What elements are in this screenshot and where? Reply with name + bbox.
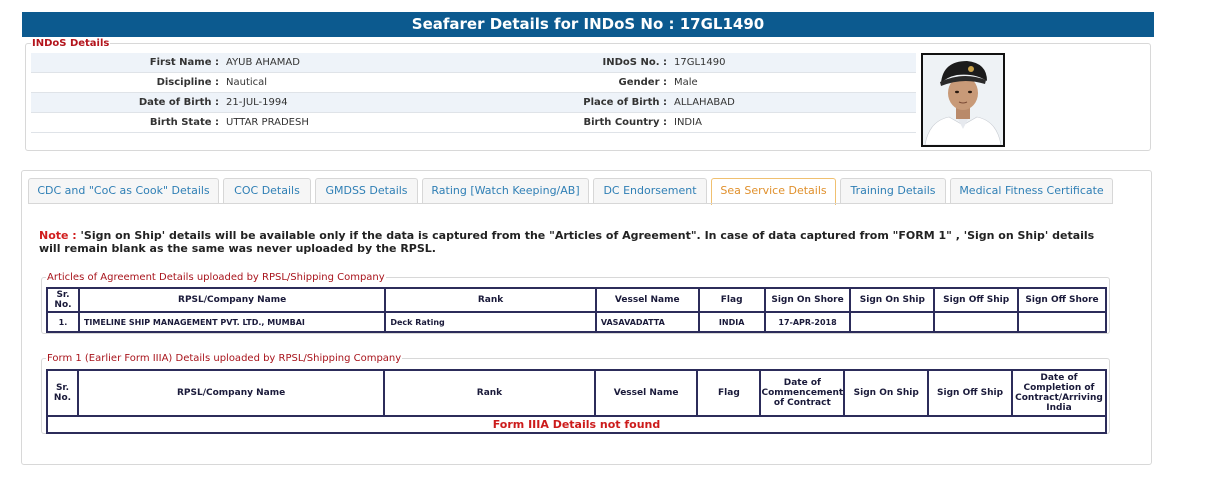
dob-value: 21-JUL-1994 — [226, 97, 288, 108]
tab-dc-endorsement[interactable]: DC Endorsement — [593, 178, 707, 204]
first-name-value: AYUB AHAMAD — [226, 57, 300, 68]
tab-gmdss-details[interactable]: GMDSS Details — [315, 178, 418, 204]
tab-sea-service-details[interactable]: Sea Service Details — [711, 178, 836, 205]
col-completion-date: Date of Completion of Contract/Arriving India — [1012, 370, 1106, 416]
col-sign-on-shore: Sign On Shore — [765, 288, 851, 312]
tab-medical-fitness-certificate[interactable]: Medical Fitness Certificate — [950, 178, 1113, 204]
indos-no-value: 17GL1490 — [674, 57, 726, 68]
form1-table — [46, 369, 1107, 434]
cell-sign-on-shore: 17-APR-2018 — [765, 312, 851, 332]
col-company-name: RPSL/Company Name — [79, 288, 385, 312]
col-rank: Rank — [385, 288, 596, 312]
col-sign-off-shore: Sign Off Shore — [1018, 288, 1106, 312]
birth-state-value: UTTAR PRADESH — [226, 117, 309, 128]
form1-legend: Form 1 (Earlier Form IIIA) Details uploaded by RPSL/Shipping Company — [47, 353, 402, 364]
articles-legend: Articles of Agreement Details uploaded by RPSL/Shipping Company — [47, 272, 385, 283]
col-sign-on-ship: Sign On Ship — [850, 288, 934, 312]
seafarer-photo — [921, 53, 1005, 147]
dob-label: Date of Birth : — [138, 97, 219, 108]
cell-sign-off-ship — [934, 312, 1018, 332]
col-commencement-date: Date of Commencement of Contract — [760, 370, 844, 416]
col-rank: Rank — [384, 370, 594, 416]
birth-place-label: Place of Birth : — [583, 97, 667, 108]
col-vessel-name: Vessel Name — [596, 288, 699, 312]
col-sign-on-ship: Sign On Ship — [844, 370, 928, 416]
cell-sign-on-ship — [850, 312, 934, 332]
birth-state-label: Birth State : — [149, 117, 219, 128]
tab-cdc-coc-cook[interactable]: CDC and "CoC as Cook" Details — [28, 178, 219, 204]
form1-empty-message: Form IIIA Details not found — [47, 416, 1106, 433]
cell-sign-off-shore — [1018, 312, 1106, 332]
first-name-label: First Name : — [149, 57, 219, 68]
cell-company-name: TIMELINE SHIP MANAGEMENT PVT. LTD., MUMBAI — [79, 312, 385, 332]
tab-coc-details[interactable]: COC Details — [223, 178, 311, 204]
birth-country-label: Birth Country : — [583, 117, 667, 128]
col-flag: Flag — [699, 288, 765, 312]
col-sign-off-ship: Sign Off Ship — [928, 370, 1012, 416]
discipline-value: Nautical — [226, 77, 268, 88]
col-sr-no: Sr. No. — [47, 288, 79, 312]
gender-value: Male — [674, 77, 698, 88]
table-header-row — [47, 288, 1106, 312]
tab-divider — [28, 203, 1113, 204]
portrait-icon — [923, 55, 1003, 145]
birth-place-value: ALLAHABAD — [674, 97, 735, 108]
col-flag: Flag — [697, 370, 760, 416]
col-vessel-name: Vessel Name — [595, 370, 698, 416]
col-company-name: RPSL/Company Name — [78, 370, 384, 416]
birth-country-value: INDIA — [674, 117, 702, 128]
table-row — [47, 312, 1106, 332]
cell-rank: Deck Rating — [385, 312, 596, 332]
note-text: 'Sign on Ship' details will be available only if the data is captured from the "Articles of Agreement". In case of data captured from "FORM 1" , 'Sign on Ship' details will remain blank as the same was never uploaded by the RPSL. — [39, 229, 1095, 255]
sign-on-ship-note — [39, 229, 1099, 255]
info-row — [31, 73, 916, 93]
tab-rating-watch-keeping[interactable]: Rating [Watch Keeping/AB] — [422, 178, 589, 204]
cell-flag: INDIA — [699, 312, 765, 332]
discipline-label: Discipline : — [156, 77, 219, 88]
col-sign-off-ship: Sign Off Ship — [934, 288, 1018, 312]
table-header-row — [47, 370, 1106, 416]
cell-vessel-name: VASAVADATTA — [596, 312, 699, 332]
tab-training-details[interactable]: Training Details — [840, 178, 946, 204]
gender-label: Gender : — [618, 77, 667, 88]
page-title: Seafarer Details for INDoS No : 17GL1490 — [22, 12, 1154, 37]
info-row — [31, 53, 916, 73]
articles-table — [46, 287, 1107, 333]
indos-details-legend: INDoS Details — [32, 38, 110, 49]
indos-no-label: INDoS No. : — [602, 57, 667, 68]
col-sr-no: Sr. No. — [47, 370, 78, 416]
cell-sr-no: 1. — [47, 312, 79, 332]
table-row — [47, 416, 1106, 433]
note-label: Note : — [39, 229, 77, 242]
info-row — [31, 113, 916, 133]
info-row — [31, 93, 916, 113]
